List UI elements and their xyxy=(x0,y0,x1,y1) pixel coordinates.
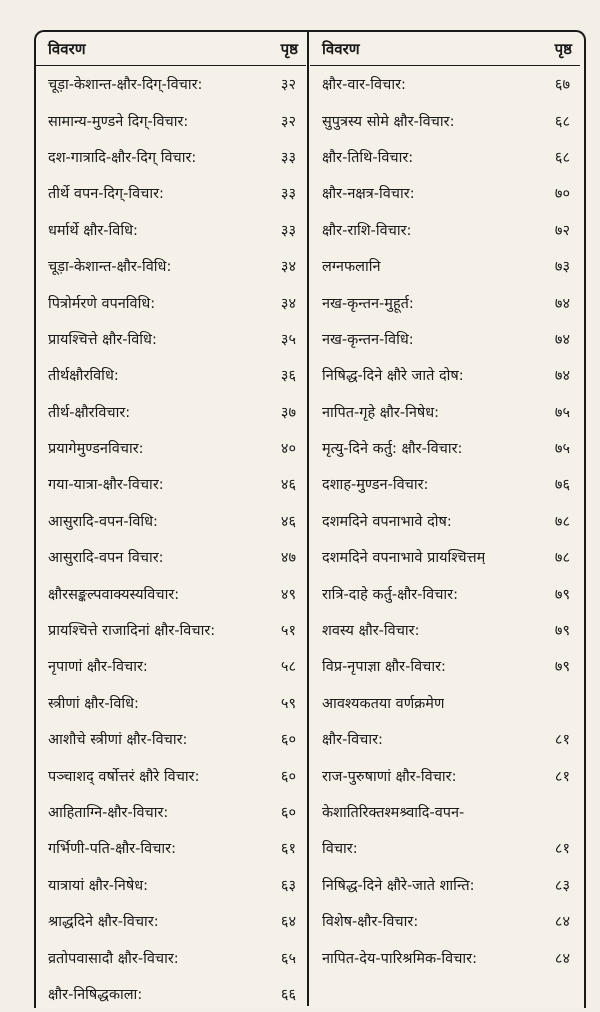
toc-row xyxy=(310,66,580,102)
toc-entry-page: ४० xyxy=(280,441,296,458)
toc-row xyxy=(310,321,580,357)
toc-row xyxy=(310,939,580,975)
toc-entry-page: ७४ xyxy=(554,368,570,385)
toc-entry-title: निषिद्ध-दिने क्षौरे-जाते शान्ति: xyxy=(322,877,475,894)
toc-row xyxy=(36,939,306,975)
toc-entry-page: ६० xyxy=(280,732,296,749)
toc-entry-title: तीर्थ-क्षौरविचार: xyxy=(48,404,131,421)
toc-entry-page: ३३ xyxy=(280,186,296,203)
toc-row xyxy=(310,648,580,684)
toc-entry-page: ८१ xyxy=(554,768,570,785)
toc-entry-title: आसुरादि-वपन-विधि: xyxy=(48,513,158,530)
toc-entry-title: गर्भिणी-पति-क्षौर-विचार: xyxy=(48,841,176,858)
toc-entry-page: ७८ xyxy=(554,513,570,530)
toc-entry-page: ३६ xyxy=(280,368,296,385)
toc-row xyxy=(36,648,306,684)
toc-row xyxy=(36,903,306,939)
toc-entry-title: निषिद्ध-दिने क्षौरे जाते दोष: xyxy=(322,368,464,385)
toc-entry-title: आहिताग्नि-क्षौर-विचार: xyxy=(48,805,169,821)
toc-row xyxy=(36,503,306,539)
toc-row xyxy=(36,575,306,611)
toc-entry-title: क्षौर-तिथि-विचार: xyxy=(322,149,414,166)
toc-entry-title: लग्नफलानि xyxy=(322,259,381,276)
toc-row xyxy=(36,357,306,393)
toc-entry-page: ४६ xyxy=(280,513,296,530)
toc-entry-page: ५१ xyxy=(280,623,296,640)
toc-entry-page: ६१ xyxy=(280,841,296,858)
header-title: विवरण xyxy=(48,40,86,58)
toc-entry-title: मृत्यु-दिने कर्तु: क्षौर-विचार: xyxy=(322,441,463,458)
toc-entry-title: आसुरादि-वपन विचार: xyxy=(48,550,164,567)
toc-entry-title: प्रायश्चित्ते राजादिनां क्षौर-विचार: xyxy=(48,623,216,640)
toc-row xyxy=(36,721,306,757)
toc-entry-page: ७० xyxy=(554,186,570,203)
toc-entry-title: क्षौर-निषिद्धकाला: xyxy=(48,986,143,1003)
toc-row xyxy=(310,430,580,466)
toc-entry-page: ८४ xyxy=(554,914,570,931)
toc-entry-title: आशौचे स्त्रीणां क्षौर-विचार: xyxy=(48,732,188,749)
toc-row xyxy=(310,539,580,575)
toc-row xyxy=(310,685,580,721)
header-title: विवरण xyxy=(322,40,360,58)
toc-entry-page: ६७ xyxy=(554,77,570,94)
toc-entry-title: नृपाणां क्षौर-विचार: xyxy=(48,659,148,676)
toc-row xyxy=(36,284,306,320)
toc-entry-title: व्रतोपवासादौ क्षौर-विचार: xyxy=(48,950,179,967)
toc-entry-page: ७२ xyxy=(554,222,570,239)
toc-entry-page: ७४ xyxy=(554,331,570,348)
toc-entry-title: दशाह-मुण्डन-विचार: xyxy=(322,477,429,494)
toc-row xyxy=(36,976,306,1012)
toc-entry-title: नख-कृन्तन-मुहूर्त: xyxy=(322,295,414,312)
toc-entry-title: पित्रोर्मरणे वपनविधि: xyxy=(48,295,156,312)
toc-row xyxy=(36,139,306,175)
toc-entry-title: नापित-देय-पारिश्रमिक-विचार: xyxy=(322,950,477,967)
toc-entry-page: ८१ xyxy=(554,732,570,749)
right-column xyxy=(310,30,580,976)
toc-entry-page: ७९ xyxy=(554,659,570,676)
header-page: पृष्ठ xyxy=(280,40,298,58)
toc-entry-title: चूड़ा-केशान्त-क्षौर-दिग्-विचार: xyxy=(48,77,203,94)
toc-entry-page: ३२ xyxy=(280,113,296,130)
toc-row xyxy=(310,139,580,175)
toc-entry-title: दश-गात्रादि-क्षौर-दिग् विचार: xyxy=(48,149,197,166)
toc-row xyxy=(310,284,580,320)
toc-entry-page: ६६ xyxy=(280,986,296,1003)
toc-entry-title: रात्रि-दाहे कर्तु-क्षौर-विचार: xyxy=(322,586,458,603)
toc-row xyxy=(310,721,580,757)
toc-entry-page: ३५ xyxy=(280,331,296,348)
toc-entry-page: ५८ xyxy=(280,659,296,676)
toc-entry-title: नापित-गृहे क्षौर-निषेध: xyxy=(322,404,440,421)
toc-entry-title: गया-यात्रा-क्षौर-विचार: xyxy=(48,477,164,494)
toc-row xyxy=(36,685,306,721)
toc-entry-page: ७६ xyxy=(554,477,570,494)
toc-row xyxy=(36,175,306,211)
toc-row xyxy=(36,612,306,648)
toc-row xyxy=(310,248,580,284)
toc-row xyxy=(310,757,580,793)
toc-row xyxy=(310,794,580,830)
toc-entry-page: ७३ xyxy=(554,259,570,276)
toc-entry-page: ६० xyxy=(280,768,296,785)
toc-entry-title: क्षौर-नक्षत्र-विचार: xyxy=(322,186,415,203)
toc-entry-title: तीर्थक्षौरविधि: xyxy=(48,368,119,385)
toc-entry-page: ७४ xyxy=(554,295,570,312)
toc-row xyxy=(310,212,580,248)
toc-row xyxy=(310,357,580,393)
toc-entry-title: प्रयागेमुण्डनविचार: xyxy=(48,441,144,458)
header-page: पृष्ठ xyxy=(554,40,572,58)
toc-entry-page: ८४ xyxy=(554,950,570,967)
toc-entry-title: सुपुत्रस्य सोमे क्षौर-विचार: xyxy=(322,113,455,130)
toc-row xyxy=(310,175,580,211)
right-rows xyxy=(310,66,580,976)
toc-entry-title: दशमदिने वपनाभावे प्रायश्चित्तम् xyxy=(322,550,486,567)
left-rows xyxy=(36,66,306,1012)
toc-row xyxy=(310,612,580,648)
toc-entry-page: ६३ xyxy=(280,877,296,894)
toc-entry-title: चूड़ा-केशान्त-क्षौर-विधि: xyxy=(48,259,172,276)
toc-entry-page: ३४ xyxy=(280,295,296,312)
toc-row xyxy=(310,102,580,138)
toc-row xyxy=(36,430,306,466)
toc-entry-page: ७८ xyxy=(554,550,570,567)
toc-entry-title: स्त्रीणां क्षौर-विधि: xyxy=(48,695,139,712)
toc-entry-page: ५९ xyxy=(280,695,296,712)
toc-entry-title: क्षौर-राशि-विचार: xyxy=(322,222,412,239)
left-header xyxy=(36,30,306,66)
toc-entry-page: ३३ xyxy=(280,222,296,239)
toc-entry-title: क्षौर-वार-विचार: xyxy=(322,77,406,94)
toc-row xyxy=(310,830,580,866)
toc-entry-page: ३२ xyxy=(280,77,296,94)
toc-row xyxy=(36,66,306,102)
toc-entry-page: ७५ xyxy=(554,441,570,458)
left-column xyxy=(36,30,306,1012)
toc-entry-page: ८१ xyxy=(554,841,570,858)
toc-entry-title: क्षौर-विचार: xyxy=(322,732,383,749)
toc-entry-page: ४७ xyxy=(280,550,296,567)
column-divider xyxy=(307,30,309,1006)
toc-entry-title: राज-पुरुषाणां क्षौर-विचार: xyxy=(322,768,457,785)
toc-entry-title: विशेष-क्षौर-विचार: xyxy=(322,914,419,931)
toc-entry-title: केशातिरिक्तश्मश्र्वादि-वपन- xyxy=(322,805,465,821)
toc-entry-page: ६४ xyxy=(280,914,296,931)
toc-row xyxy=(36,248,306,284)
toc-row xyxy=(310,503,580,539)
toc-entry-title: धर्मार्थे क्षौर-विधि: xyxy=(48,222,138,239)
toc-entry-page: ६८ xyxy=(554,113,570,130)
toc-row xyxy=(36,212,306,248)
toc-row xyxy=(310,575,580,611)
toc-entry-page: ३७ xyxy=(280,404,296,421)
toc-entry-title: आवश्यकतया वर्णक्रमेण xyxy=(322,695,445,712)
toc-entry-page: ८३ xyxy=(554,877,570,894)
toc-row xyxy=(36,102,306,138)
toc-row xyxy=(36,539,306,575)
right-header xyxy=(310,30,580,66)
toc-entry-title: विप्र-नृपाज्ञा क्षौर-विचार: xyxy=(322,659,446,676)
toc-row xyxy=(36,830,306,866)
toc-entry-page: ४६ xyxy=(280,477,296,494)
toc-entry-page: ६८ xyxy=(554,149,570,166)
toc-entry-page: ७५ xyxy=(554,404,570,421)
toc-row xyxy=(36,867,306,903)
toc-row xyxy=(36,466,306,502)
toc-entry-page: ६५ xyxy=(280,950,296,967)
toc-entry-title: तीर्थे वपन-दिग्-विचार: xyxy=(48,186,164,203)
toc-entry-title: यात्रायां क्षौर-निषेध: xyxy=(48,877,149,894)
toc-row xyxy=(36,757,306,793)
toc-entry-title: पञ्चाशद् वर्षोत्तरं क्षौरे विचार: xyxy=(48,768,200,785)
toc-entry-title: दशमदिने वपनाभावे दोष: xyxy=(322,513,452,530)
toc-entry-title: क्षौरसङ्कल्पवाक्यस्यविचार: xyxy=(48,586,180,603)
toc-row xyxy=(310,466,580,502)
toc-row xyxy=(310,394,580,430)
toc-entry-page: ७९ xyxy=(554,586,570,603)
toc-entry-title: नख-कृन्तन-विधि: xyxy=(322,331,414,348)
toc-row xyxy=(310,867,580,903)
toc-entry-page: ६० xyxy=(280,805,296,821)
toc-entry-title: श्राद्धदिने क्षौर-विचार: xyxy=(48,914,159,931)
toc-entry-page: ३४ xyxy=(280,259,296,276)
toc-entry-title: शवस्य क्षौर-विचार: xyxy=(322,623,420,640)
toc-entry-page: ७९ xyxy=(554,623,570,640)
toc-entry-page: ३३ xyxy=(280,149,296,166)
toc-entry-title: प्रायश्चित्ते क्षौर-विधि: xyxy=(48,331,157,348)
toc-row xyxy=(310,903,580,939)
toc-row xyxy=(36,394,306,430)
toc-entry-page: ४९ xyxy=(280,586,296,603)
toc-entry-title: विचार: xyxy=(322,841,358,858)
toc-entry-title: सामान्य-मुण्डने दिग्-विचार: xyxy=(48,113,189,130)
toc-row xyxy=(36,321,306,357)
toc-row xyxy=(36,794,306,830)
